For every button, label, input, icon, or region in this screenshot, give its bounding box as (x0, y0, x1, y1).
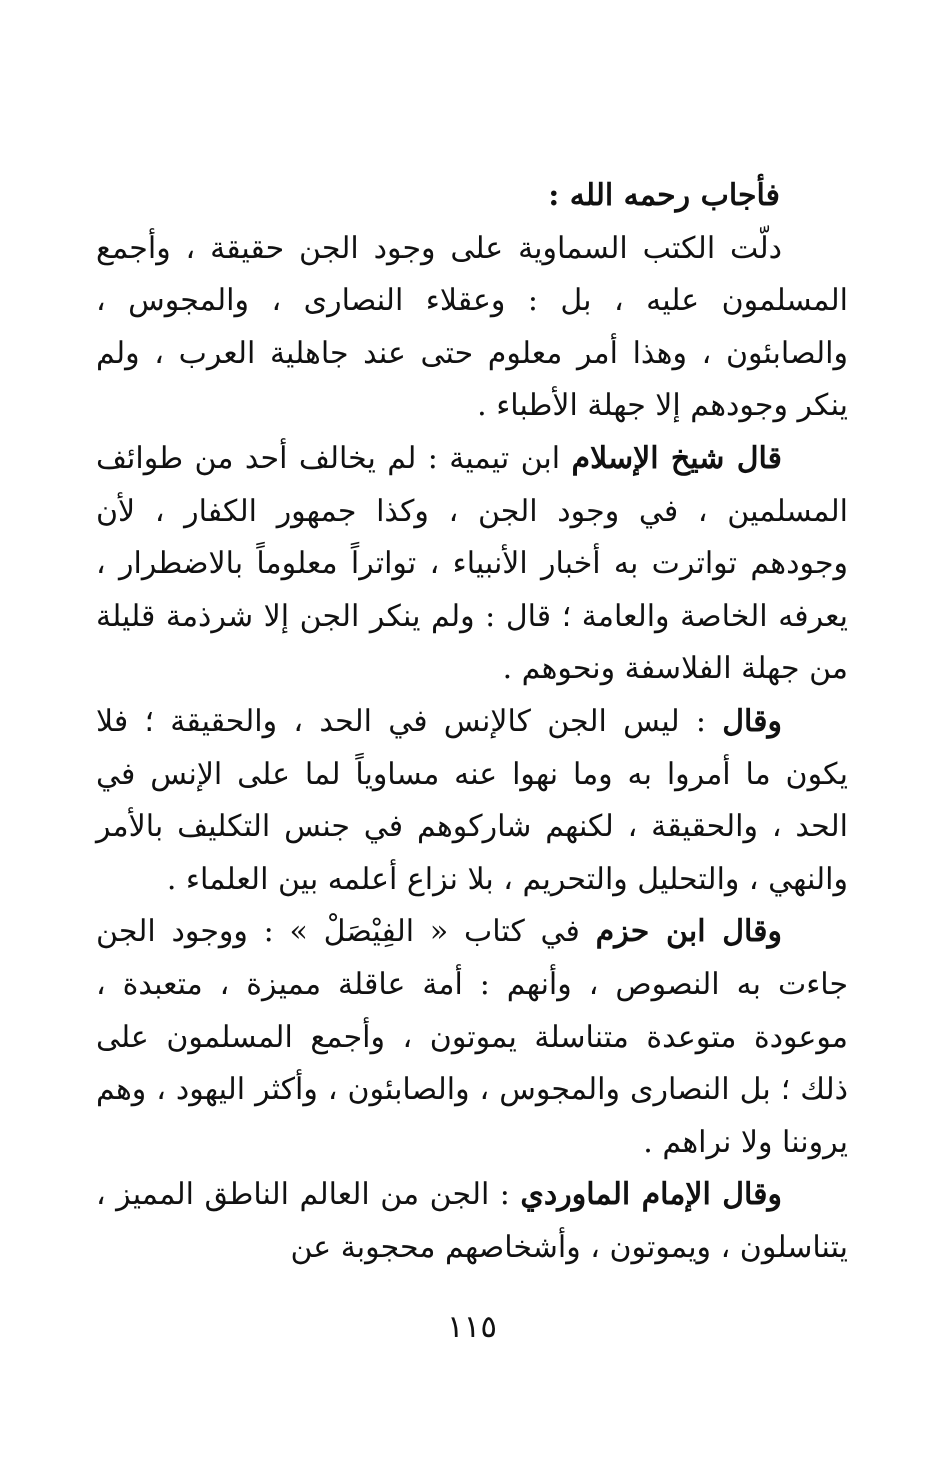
paragraph-lead: وقال الإمام الماوردي (520, 1177, 782, 1213)
paragraph-text: : ليس الجن كالإنس في الحد ، والحقيقة ؛ فلا يكون ما أمروا به وما نهوا عنه مساوياً لما على الإنس في الحد ، والحقيقة ، لكنهم شاركوهم في جنس التكليف بالأمر والنهي ، والتحليل والتحريم ، بلا نزاع أعلمه بين العلماء . (96, 703, 848, 897)
paragraph-text: ابن تيمية : لم يخالف أحد من طوائف المسلمين ، في وجود الجن ، وكذا جمهور الكفار ، لأن وجودهم تواترت به أخبار الأنبياء ، تواتراً معلوماً بالاضطرار ، يعرفه الخاصة والعامة ؛ قال : ولم ينكر الجن إلا شرذمة قليلة من جهلة الفلاسفة ونحوهم . (96, 440, 848, 687)
paragraph-jinn-vs-humans (96, 696, 848, 906)
paragraph-text: دلّت الكتب السماوية على وجود الجن حقيقة ، وأجمع المسلمون عليه ، بل : وعقلاء النصارى ، والمجوس ، والصابئون ، وهذا أمر معلوم حتى عند جاهلية العرب ، ولم ينكر وجودهم إلا جهلة الأطباء . (96, 230, 848, 424)
paragraph-al-mawardi (96, 1169, 848, 1274)
answer-intro (96, 170, 848, 223)
paragraph-lead: قال شيخ الإسلام (571, 440, 782, 476)
paragraph-text: في كتاب « الفِيْصَلْ » : ووجود الجن جاءت به النصوص ، وأنهم : أمة عاقلة مميزة ، متعبدة ، موعودة متوعدة متناسلة يموتون ، وأجمع المسلمون على ذلك ؛ بل النصارى والمجوس ، والصابئون ، وأكثر اليهود ، وهم يروننا ولا نراهم . (96, 914, 848, 1160)
page-number: ١١٥ (447, 1309, 497, 1345)
paragraph-lead: وقال ابن حزم (595, 914, 782, 950)
page-body (96, 170, 848, 1274)
paragraph-jinn-existence (96, 223, 848, 433)
paragraph-ibn-hazm (96, 906, 848, 1169)
paragraph-text: : الجن من العالم الناطق المميز ، يتناسلون ، ويموتون ، وأشخاصهم محجوبة عن (96, 1177, 848, 1265)
paragraph-ibn-taymiyyah (96, 433, 848, 696)
answer-intro-lead: فأجاب رحمه الله : (548, 178, 780, 213)
paragraph-lead: وقال (722, 703, 782, 739)
